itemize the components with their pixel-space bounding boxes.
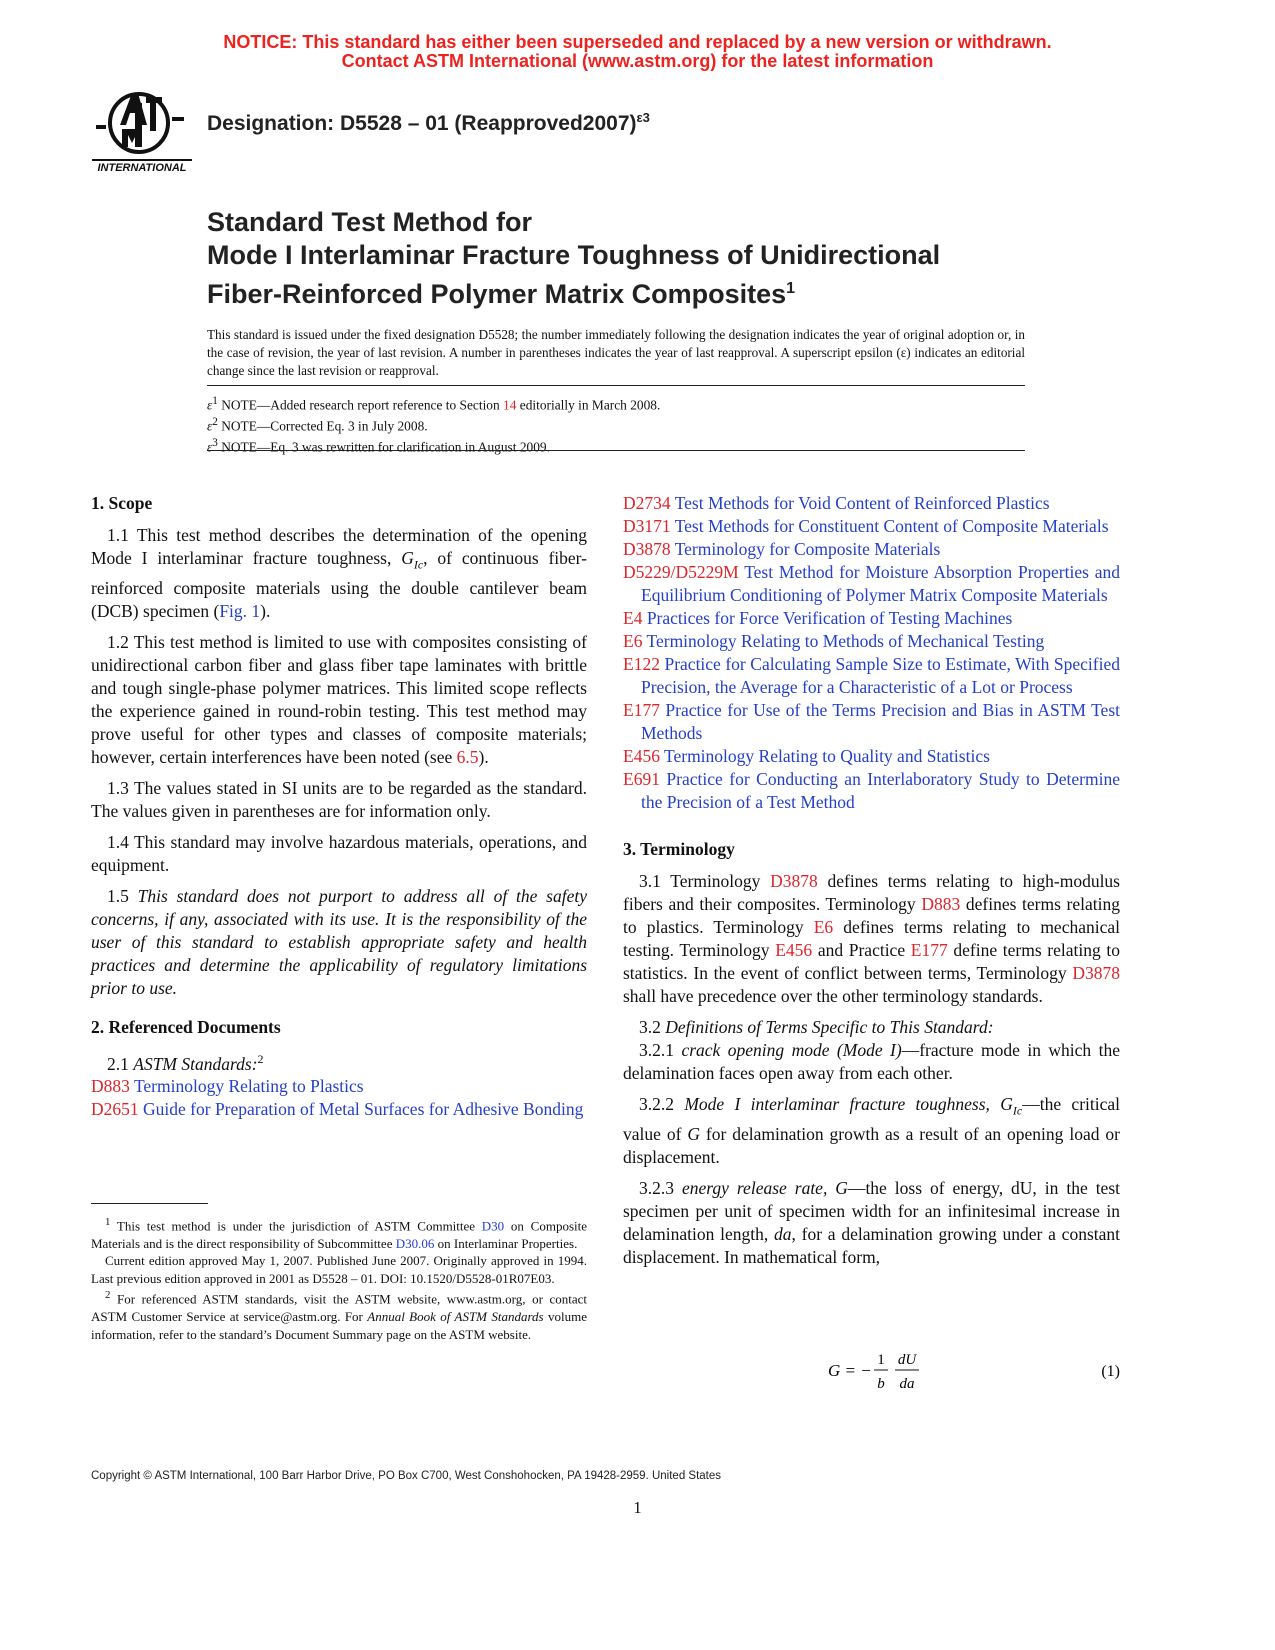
note-3: $\varepsilon^3$ NOTE—Eq. 3 was rewritten for clarification in August 2009. [207,436,550,455]
ref-item[interactable]: D2734 Test Methods for Void Content of Reinforced Plastics [623,493,1050,513]
d30-06-link[interactable]: D30.06 [395,1235,435,1251]
terminology-3-2-3: 3.2.3 energy release rate, G—the loss of energy, dU, in the test specimen per unit of specimen width for an infinitesimal increase in delamination length, da, for a delamination growing under a constant displacement. In mathematical form, [623,1177,1120,1267]
designation-text: Designation: D5528 – 01 (Reapproved2007) [207,112,637,135]
title-footnote-mark: 1 [786,280,796,297]
d30-link[interactable]: D30 [481,1218,505,1234]
logo-subtitle: INTERNATIONAL [97,162,187,174]
page-number: 1 [633,1498,642,1517]
footnote-1: $^1$ This test method is under the jurisdiction of ASTM Committee D30 on Composite Materials and is the direct responsibility of Subcommittee D30.06 on Interlaminar Properties. [91,1216,587,1251]
copyright: Copyright © ASTM International, 100 Barr Harbor Drive, PO Box C700, West Conshohocken, PA 19428-2959. United States [91,1470,722,1482]
terminology-3-2: 3.2 Definitions of Terms Specific to This Standard: [639,1017,994,1037]
ref-item[interactable]: E6 Terminology Relating to Methods of Mechanical Testing [623,631,1045,651]
eq-num-2: dU [897,1352,917,1368]
section-14-link[interactable]: 14 [503,397,517,413]
scope-1-3: 1.3 The values stated in SI units are to be regarded as the standard. The values given in parentheses are for information only. [91,777,587,821]
scope-1-2: 1.2 This test method is limited to use with composites consisting of unidirectional carbon fiber and glass fiber tape laminates with brittle and tough single-phase polymer matrices. This limited scope reflects the experience gained in round-robin testing. This test method may prove useful for other types and classes of composite materials; however, certain interferences have been noted (see 6.5). [91,631,587,767]
section-6-5-link[interactable]: 6.5 [456,746,479,767]
eq-num-1: 1 [877,1352,885,1368]
d883-link[interactable]: D883 [921,894,961,914]
eq-lhs: G = − [828,1361,872,1380]
title-line-3: Fiber-Reinforced Polymer Matrix Composites [207,279,787,309]
title-line-2: Mode I Interlaminar Fracture Toughness of Unidirectional [207,240,941,270]
astm-logo [92,85,192,175]
footnote-rule [91,1203,208,1204]
designation-epsilon: ε3 [636,110,650,125]
right-column [623,492,1120,1277]
note-2: $\varepsilon^2$ NOTE—Corrected Eq. 3 in July 2008. [207,415,428,434]
e177-link[interactable]: E177 [910,940,948,960]
ref-item[interactable]: E4 Practices for Force Verification of Testing Machines [623,608,1013,628]
ref-item[interactable]: E122 Practice for Calculating Sample Size to Estimate, With Specified Precision, the Average for a Characteristic of a Lot or Process [623,654,1120,697]
ref-item[interactable]: D5229/D5229M Test Method for Moisture Absorption Properties and Equilibrium Conditioning of Polymer Matrix Composite Materials [623,562,1120,605]
terminology-heading: 3. Terminology [623,839,735,859]
equation-1 [623,1348,1120,1392]
footnote-1b: Current edition approved May 1, 2007. Published June 2007. Originally approved in 1994. Last previous edition approved in 2001 as D5528 – 01. DOI: 10.1520/D5528-01R07E03. [91,1253,587,1286]
refdocs-2-1: 2.1 ASTM Standards:$^2$ [107,1051,264,1074]
note-1: $\varepsilon^1$ NOTE—Added research report reference to Section 14 editorially in March 2008. [207,395,661,413]
terminology-3-1: 3.1 Terminology D3878 defines terms relating to high-modulus fibers and their composites. Terminology D883 defines terms relating to plastics. Terminology E6 defines terms relating to mechanical testing. Terminology E456 and Practice E177 define terms relating to statistics. In the event of conflict between terms, Terminology D3878 shall have precedence over the other terminology standards. [623,871,1121,1006]
divider-bottom [207,450,1025,451]
footnote-2: $^2$ For referenced ASTM standards, visit the ASTM website, www.astm.org, or contact ASTM Customer Service at service@astm.org. For Annual Book of ASTM Standards volume information, refer to the standard’s Document Summary page on the ASTM website. [91,1289,587,1342]
fig-1-link[interactable]: Fig. 1 [219,600,261,621]
notice-line-1: NOTICE: This standard has either been superseded and replaced by a new version or withdrawn. [223,32,1052,52]
scope-1-4: 1.4 This standard may involve hazardous materials, operations, and equipment. [91,831,587,875]
refdocs-heading: 2. Referenced Documents [91,1016,281,1037]
ref-item[interactable]: E456 Terminology Relating to Quality and Statistics [623,746,990,766]
eq-den-1: b [877,1376,885,1392]
divider-top [207,385,1025,386]
ref-item[interactable]: D2651 Guide for Preparation of Metal Surfaces for Adhesive Bonding [91,1099,584,1120]
terminology-3-2-1: 3.2.1 crack opening mode (Mode I)—fracture mode in which the delamination faces open away from each other. [623,1040,1121,1083]
astm-logo-icon [92,85,192,175]
e6-link[interactable]: E6 [813,917,834,937]
eq-number: (1) [1101,1363,1120,1380]
ref-item[interactable]: E177 Practice for Use of the Terms Precision and Bias in ASTM Test Methods [623,700,1120,743]
ref-item[interactable]: D883 Terminology Relating to Plastics [91,1076,364,1097]
scope-heading: 1. Scope [91,493,153,513]
document-title [207,206,1107,311]
ref-item[interactable]: D3878 Terminology for Composite Materials [623,539,941,559]
footnotes [91,1214,587,1343]
scope-1-5: 1.5 This standard does not purport to address all of the safety concerns, if any, associated with its use. It is the responsibility of the user of this standard to establish appropriate safety and health practices and determine the applicability of regulatory limitations prior to use. [91,885,587,998]
designation [207,110,650,136]
title-line-1: Standard Test Method for [207,207,533,237]
eq-den-2: da [899,1376,915,1392]
scope-1-1: 1.1 This test method describes the determination of the opening Mode I interlaminar fracture toughness, $G_{Ic}$, of continuous fiber-reinforced composite materials using the double cantilever beam (DCB) specimen (Fig. 1). [91,525,587,621]
issuance-statement: This standard is issued under the fixed designation D5528; the number immediately following the designation indicates the year of original adoption or, in the case of revision, the year of last revision. A number in parentheses indicates the year of last reapproval. A superscript epsilon (ε) indicates an editorial change since the last revision or reapproval. [207,327,1025,378]
editorial-notes [207,393,1025,456]
e456-link[interactable]: E456 [775,940,813,960]
withdrawn-notice [0,33,1275,71]
ref-item[interactable]: D3171 Test Methods for Constituent Content of Composite Materials [623,516,1109,536]
notice-line-2: Contact ASTM International (www.astm.org) for the latest information [341,51,934,71]
d3878-link[interactable]: D3878 [770,871,818,891]
terminology-3-2-2: 3.2.2 Mode I interlaminar fracture toughness, $G_{Ic}—the$ critical value of G for delamination growth as a result of an opening load or displacement. [623,1094,1121,1167]
left-column [91,492,587,1121]
d3878-link[interactable]: D3878 [1072,963,1120,983]
ref-item[interactable]: E691 Practice for Conducting an Interlaboratory Study to Determine the Precision of a Test Method [623,769,1120,812]
